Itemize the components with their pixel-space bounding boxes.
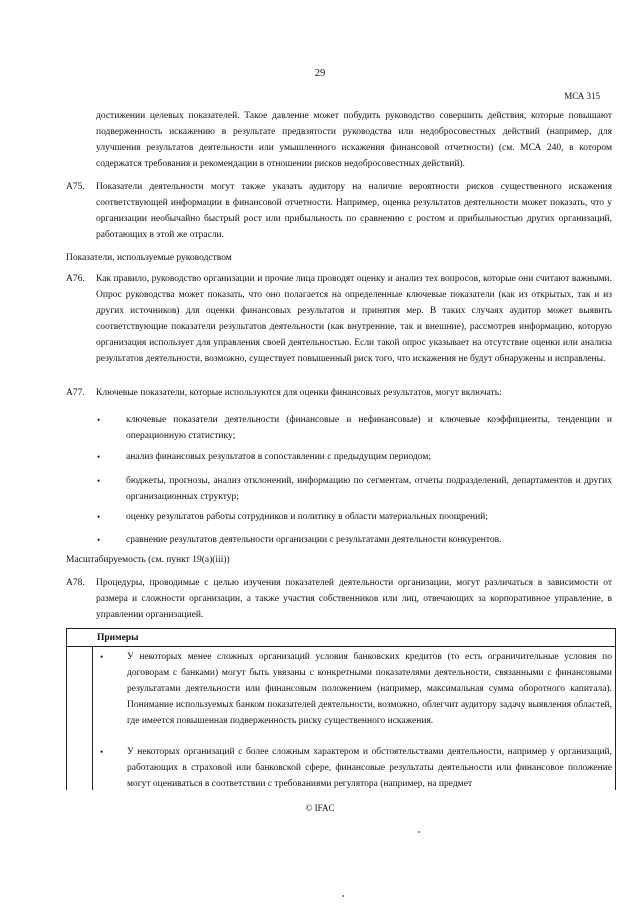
bullet-item: ключевые показатели деятельности (финансовые и нефинансовые) и ключевые коэффициенты, тенденции и операционную статистику; xyxy=(126,415,612,441)
bullet-item: анализ финансовых результатов в сопоставлении с предыдущим периодом; xyxy=(126,452,432,462)
paragraph-a76-text: Как правило, руководство организации и прочие лица проводят оценку и анализ тех вопросов, которые они считают важными. Опрос руководства может показать, что оно полагается на определенные ключевые показатели (как из открытых, так и из других источников) для оценки финансовых результатов и принятия мер. В таких случаях аудитор может выявить соответствующие показатели результатов деятельности (как внутренние, так и внешние), рассмотрев информацию, которую организация использует для управления своей деятельностью. Если такой опрос указывает на отсутствие оценки или анализа результатов деятельности, возможно, существует повышенный риск того, что искажения не будут обнаружены и исправлены. xyxy=(96,274,612,364)
document-code: МСА 315 xyxy=(564,91,600,101)
paragraph-a78-text: Процедуры, проводимые с целью изучения показателей деятельности организации, могут различаться в зависимости от размера и сложности организации, а также участия собственников или лиц, отвечающих за корпоративное управление, в управлении организацией. xyxy=(96,578,612,620)
examples-column-divider xyxy=(92,647,93,790)
scan-speck xyxy=(342,895,344,897)
example-item: У некоторых организаций с более сложным характером и обстоятельствами деятельности, например у организаций, работающих в страховой или банковской сфере, финансовые результаты деятельности или финансовое положение могут оцениваться в соответствии с требованиями регулятора (например, на предмет xyxy=(127,747,612,789)
paragraph-id-a75: A75. xyxy=(66,182,85,192)
examples-title: Примеры xyxy=(97,633,139,643)
examples-box xyxy=(66,628,616,790)
scalability-heading: Масштабируемость (см. пункт 19(a)(iii)) xyxy=(66,555,230,565)
footer-copyright: © IFAC xyxy=(305,803,335,813)
page-number: 29 xyxy=(314,68,326,79)
bullet-icon: • xyxy=(97,452,101,462)
bullet-icon: • xyxy=(97,535,101,545)
section-heading: Показатели, используемые руководством xyxy=(66,253,232,263)
paragraph-a77-intro: Ключевые показатели, которые используются для оценки финансовых результатов, могут включать: xyxy=(96,388,502,398)
paragraph-id-a77: A77. xyxy=(66,388,85,398)
bullet-item: сравнение результатов деятельности организации с результатами деятельности конкурентов. xyxy=(126,535,502,545)
bullet-icon: • xyxy=(97,476,101,486)
bullet-item: бюджеты, прогнозы, анализ отклонений, информацию по сегментам, отчеты подразделений, департаментов и других организационных структур; xyxy=(126,476,612,502)
bullet-icon: • xyxy=(100,652,104,662)
bullet-icon: • xyxy=(97,415,101,425)
example-item: У некоторых менее сложных организаций условия банковских кредитов (то есть ограничительные условия по договорам с банками) могут быть увязаны с конкретными показателями деятельности, связанными с финансовыми результатами деятельности или финансовым положением (например, максимальная сумма оборотного капитала). Понимание используемых банком показателей деятельности, возможно, облегчит аудитору задачу выявления областей, где имеется повышенная подверженность риску существенного искажения. xyxy=(127,652,612,726)
bullet-icon: • xyxy=(100,747,104,757)
paragraph-id-a76: A76. xyxy=(66,274,85,284)
bullet-item: оценку результатов работы сотрудников и политику в области материальных поощрений; xyxy=(126,512,488,522)
paragraph-id-a78: A78. xyxy=(66,578,85,588)
paragraph-a75-text: Показатели деятельности могут также указать аудитору на наличие вероятности рисков существенного искажения соответствующей информации в финансовой отчетности. Например, оценка результатов деятельности может показать, что у организации необычайно быстрый рост или прибыльность по сравнению с ростом и прибыльностью других организаций, работающих в этой же отрасли. xyxy=(96,182,612,240)
scan-speck xyxy=(418,831,420,833)
examples-header xyxy=(67,629,615,647)
continuation-paragraph: достижении целевых показателей. Такое давление может побудить руководство совершить действия, которые повышают подверженность искажению в результате предвзятости руководства или недобросовестных действий (например, для улучшения результатов деятельности или умышленного искажения финансовой отчетности) (см. МСА 240, в котором содержатся требования и рекомендации в отношении рисков недобросовестных действий). xyxy=(96,111,612,169)
bullet-icon: • xyxy=(97,512,101,522)
